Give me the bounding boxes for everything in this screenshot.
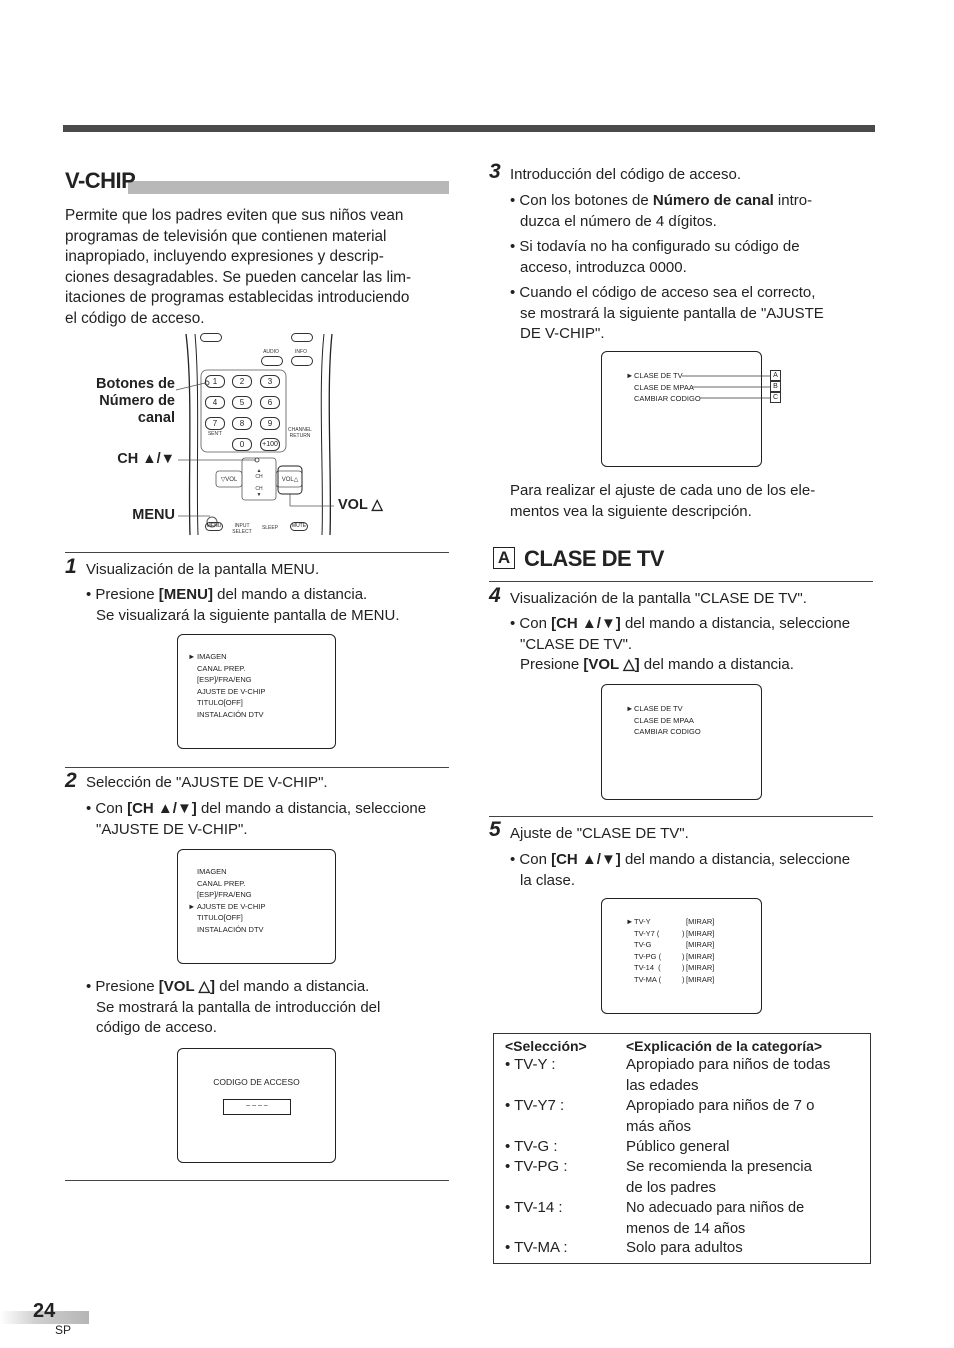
key-0[interactable]: 0 [232,438,252,451]
divider [489,816,873,817]
step-2-title: Selección de "AJUSTE DE V-CHIP". [86,774,328,791]
channel-return-label: CHANNEL RETURN [288,427,312,439]
table-cell-selection: • TV-Y7 : [505,1097,565,1114]
info-button[interactable] [291,356,313,366]
step-4-title: Visualización de la pantalla "CLASE DE TV". [510,590,807,607]
table-cell-selection: • TV-Y : [505,1056,556,1073]
menu-label: MENU [132,507,175,523]
screen-cursor: ► [626,917,634,926]
screen-item: CAMBIAR CODIGO [634,727,701,736]
explanation-line: las edades [626,1076,699,1094]
bullet-text: • Presione [86,978,159,995]
screen-item: CLASE DE TV [634,704,683,713]
sleep-label: SLEEP [261,525,279,531]
step-3-after [510,481,875,522]
bullet-line: acceso, introduzca 0000. [520,258,687,276]
bullet-line: Se mostrará la pantalla de introducción del [96,998,381,1016]
top-rule [63,125,875,132]
vol-up-button[interactable]: VOL△ [281,477,299,483]
intro-line: ciones desagradables. Se pueden cancelar las lim- [65,268,412,286]
tag-c: C [770,392,781,403]
bold-key: Número de canal [652,192,774,209]
screen-cursor: ► [626,371,634,380]
screen-cursor: ► [188,652,196,661]
intro-line: programas de televisión que contienen material [65,227,387,245]
screen-item: CANAL PREP. [197,878,246,888]
remote-illustration [60,330,450,535]
screen-item: INSTALACIÓN DTV [197,709,264,719]
bullet-text: • Con [86,800,128,817]
info-label: INFO [295,349,307,355]
rating-row[interactable] [634,962,754,974]
step-2-bullet [86,799,456,840]
audio-button[interactable] [261,356,283,366]
bullet-text: intro- [773,192,813,209]
bullet-line: • Si todavía no ha configurado su código de [510,238,800,255]
screen-callout-lines [602,352,777,412]
screen-item: CANAL PREP. [197,663,246,673]
divider [489,581,873,582]
table-cell-explanation: Público general [626,1138,730,1155]
remote-outline [60,330,450,535]
rating-name: TV-14 ( [634,963,661,972]
rating-screen [601,898,762,1014]
rating-paren: ) [682,963,685,972]
rating-list [634,916,754,985]
bullet-text: del mando a distancia. [639,656,794,673]
rating-row[interactable] [634,928,754,940]
rating-row[interactable] [634,951,754,963]
menu-screen [177,634,336,749]
step-3-title: Introducción del código de acceso. [510,166,741,183]
divider [65,767,449,768]
step-3-number: 3 [489,160,501,183]
top-right-button[interactable] [291,333,313,342]
bullet-text: Presione [520,656,584,673]
bullet-line: DE V-CHIP". [520,325,605,342]
rating-value: [MIRAR] [686,974,715,984]
language-code: SP [55,1323,72,1337]
step-1-bullet [86,585,456,626]
key-2[interactable]: 2 [232,375,252,388]
section-a-badge: A [493,547,515,569]
rating-row[interactable] [634,916,754,928]
bold-key: [CH ▲/▼] [127,800,197,817]
table-cell-explanation [626,1055,830,1096]
page-number: 24 [33,1300,56,1322]
access-code-screen [177,1048,336,1163]
rating-name: TV-MA ( [634,974,662,984]
key-8[interactable]: 8 [232,417,252,430]
menu-button[interactable]: MENU [206,523,222,529]
screen-item: CLASE DE MPAA [634,382,694,392]
key-plus100[interactable]: +100 [260,438,280,451]
screen-item: CLASE DE MPAA [634,715,694,725]
table-cell-selection: • TV-PG : [505,1158,568,1175]
explanation-line: menos de 14 años [626,1220,746,1237]
table-cell-explanation: Solo para adultos [626,1239,743,1256]
ch-down-text: CH [255,486,263,492]
section-title-vchip: V-CHIP [65,168,136,193]
bullet-line: "AJUSTE DE V-CHIP". [96,820,248,838]
explanation-line: Apropiado para niños de todas [626,1056,831,1073]
table-cell-explanation [626,1157,812,1198]
bullet-line: código de acceso. [96,1019,217,1036]
screen-cursor: ► [626,704,634,713]
table-cell-selection: • TV-MA : [505,1239,568,1256]
step-1-title: Visualización de la pantalla MENU. [86,561,320,578]
key-7[interactable]: 7 [205,417,225,430]
tag-a: A [770,370,781,381]
bullet-text: • Con [510,615,552,632]
rating-value: [MIRAR] [686,928,715,938]
screen-item: IMAGEN [197,652,227,661]
screen-item: IMAGEN [197,867,227,876]
vchip-select-screen [177,849,336,964]
bold-key: [CH ▲/▼] [551,851,621,868]
intro-line: inapropiado, incluyendo expresiones y descrip- [65,248,384,265]
rating-row[interactable] [634,974,754,986]
explanation-line: No adecuado para niños de [626,1200,805,1216]
clase-de-tv-screen [601,684,762,800]
key-9[interactable]: 9 [260,417,280,430]
bullet-text: del mando a distancia, seleccione [620,851,851,868]
rating-value: [MIRAR] [686,963,715,972]
ch-down-label: CH ▼ [255,486,263,498]
rating-value: [MIRAR] [686,940,715,949]
explanation-line: Se recomienda la presencia [626,1158,812,1175]
vol-down-button[interactable]: ▽VOL [220,477,238,483]
intro-paragraph [65,206,449,329]
screen-item: AJUSTE DE V-CHIP [197,901,266,911]
intro-line: Permite que los padres eviten que sus niños vean [65,207,404,224]
bold-key: [CH ▲/▼] [551,615,621,632]
audio-label: AUDIO [263,349,279,355]
screen-item: AJUSTE DE V-CHIP [197,686,266,696]
key-4[interactable]: 4 [205,396,225,409]
tag-b: B [770,381,781,392]
access-code-label: CODIGO DE ACCESO [213,1077,300,1087]
mute-button[interactable]: MUTE [291,523,307,529]
table-header-explanation: <Explicación de la categoría> [626,1038,823,1054]
bullet-text: del mando a distancia, seleccione [620,615,851,632]
screen-item: CAMBIAR CODIGO [634,394,701,403]
bullet-text: • Con [510,851,552,868]
rating-table [493,1033,871,1264]
step-5-bullet [510,850,880,891]
screen-item: TITULO[OFF] [197,913,243,922]
power-button[interactable] [200,333,222,342]
table-cell-explanation [626,1198,804,1239]
bullet-line: "CLASE DE TV". [520,635,633,653]
screen-item: CLASE DE TV [634,371,683,380]
intro-line: el código de acceso. [65,309,205,327]
rating-name: TV-Y7 ( [634,928,660,938]
table-cell-selection: • TV-14 : [505,1199,563,1216]
bullet-line: • Cuando el código de acceso sea el correcto, [510,284,816,301]
bullet-line: Se visualizará la siguiente pantalla de MENU. [96,606,400,624]
bullet-text: del mando a distancia. [212,586,368,603]
sent-label: SEN'T [207,431,223,437]
bold-key: [VOL △] [158,978,216,995]
bullet-text: • Con los botones de [510,192,653,209]
bullet-text: del mando a distancia, seleccione [196,800,427,817]
table-cell-explanation [626,1096,814,1137]
screen-item: [ESP]/FRA/ENG [197,675,252,684]
vchip-setup-screen [601,351,762,467]
bold-key: [VOL △] [583,656,640,673]
step-2-bullet-2 [86,977,456,1039]
bullet-line: duzca el número de 4 dígitos. [520,212,717,230]
bold-key: [MENU] [158,586,213,603]
rating-paren: ) [682,951,685,961]
rating-name: TV-Y [634,917,651,926]
section-title-bar [128,181,449,194]
screen-item: [ESP]/FRA/ENG [197,890,252,899]
divider [65,1180,449,1181]
step-3-bullets [510,191,875,345]
divider [65,552,449,553]
paragraph-line: mentos vea la siguiente descripción. [510,502,752,520]
screen-cursor: ► [188,902,196,911]
explanation-line: Apropiado para niños de 7 o [626,1097,815,1114]
intro-line: itaciones de programas establecidas introduciendo [65,289,410,306]
bullet-line: la clase. [520,871,576,889]
table-header-selection: <Selección> [505,1038,587,1054]
bullet-text: del mando a distancia. [215,978,370,995]
explanation-line: de los padres [626,1178,717,1196]
step-4-bullet [510,614,880,676]
key-1[interactable]: 1 [205,375,225,388]
section-title-clase-de-tv: CLASE DE TV [524,546,664,571]
ch-up-label: ▲ CH [255,468,263,480]
screen-item: INSTALACIÓN DTV [197,924,264,934]
access-code-field[interactable]: – – – – [223,1099,291,1115]
ch-label: CH ▲/▼ [117,451,175,467]
explanation-line: más años [626,1117,692,1135]
paragraph-line: Para realizar el ajuste de cada uno de los ele- [510,482,816,499]
screen-item: TITULO[OFF] [197,698,243,707]
step-1-number: 1 [65,555,77,578]
number-buttons-line: Botones de [96,376,175,392]
key-6[interactable]: 6 [260,396,280,409]
input-select-label: INPUT SELECT [232,523,252,535]
table-cell-selection: • TV-G : [505,1138,558,1155]
rating-row[interactable] [634,939,754,951]
bullet-line: se mostrará la siguiente pantalla de "AJUSTE [520,304,824,322]
rating-name: TV-PG ( [634,951,662,961]
step-2-number: 2 [65,769,77,792]
rating-value: [MIRAR] [686,951,715,961]
rating-paren: ) [682,974,685,984]
rating-value: [MIRAR] [686,917,715,926]
key-3[interactable]: 3 [260,375,280,388]
rating-name: TV-G [634,940,652,949]
ch-up-text: CH [255,474,263,480]
step-4-number: 4 [489,584,501,607]
bullet-text: • Presione [86,586,159,603]
rating-paren: ) [682,928,685,938]
step-5-title: Ajuste de "CLASE DE TV". [510,825,689,842]
number-buttons-line: canal [137,410,175,426]
step-5-number: 5 [489,818,501,841]
number-buttons-label [70,376,175,427]
number-buttons-line: Número de [99,393,175,409]
key-5[interactable]: 5 [232,396,252,409]
vol-label: VOL △ [338,497,383,513]
